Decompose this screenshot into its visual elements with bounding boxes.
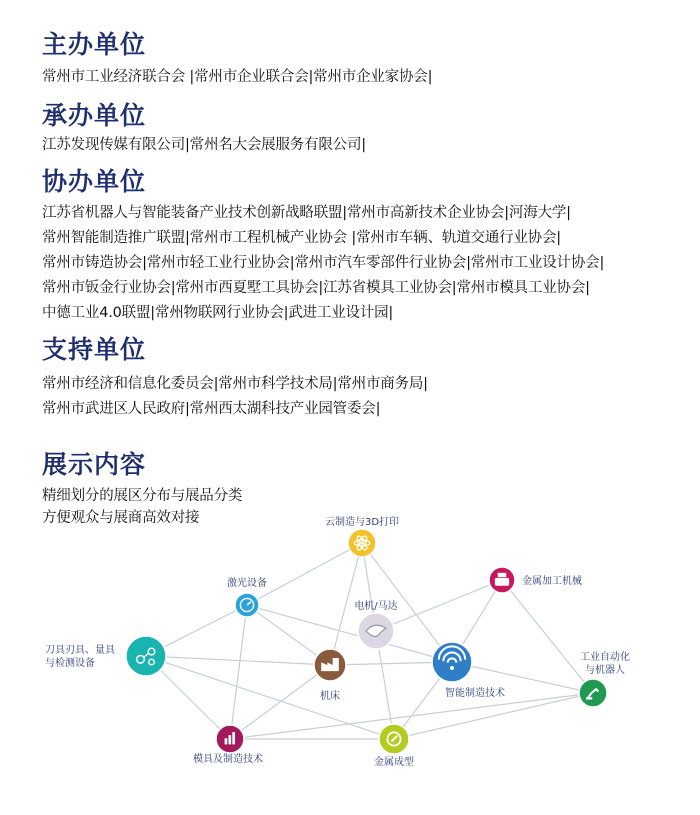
node-metalmach: [489, 567, 582, 593]
section-title-support: 支持单位: [42, 335, 147, 364]
node-machinetool: [314, 649, 346, 702]
edge-tools-forming: [146, 656, 394, 739]
co-organizer-line-1: 江苏省机器人与智能装备产业技术创新战略联盟|常州市高新技术企业协会|河海大学|: [42, 205, 571, 221]
node-mold: [193, 725, 263, 765]
node-motor: [354, 599, 397, 649]
node-label-automation: 工业自动化与机器人: [580, 652, 630, 676]
host-line-1: 常州市工业经济联合会 |常州市企业联合会|常州市企业家协会|: [42, 69, 433, 85]
section-title-co-organizer: 协办单位: [42, 167, 147, 196]
support-line-2: 常州市武进区人民政府|常州西太湖科技产业园管委会|: [42, 401, 381, 417]
organizer-line-1: 江苏发现传媒有限公司|常州名大会展服务有限公司|: [42, 137, 366, 153]
edge-laser-smart: [247, 605, 452, 662]
node-circle-smart: [432, 642, 472, 682]
network-nodes: [45, 515, 630, 768]
node-forming: [374, 724, 414, 768]
section-title-host: 主办单位: [42, 30, 147, 59]
section-title-organizer: 承办单位: [42, 101, 147, 130]
edge-laser-mold: [230, 605, 247, 739]
section-title-exhibits: 展示内容: [42, 450, 147, 479]
co-organizer-line-2: 常州智能制造推广联盟|常州市工程机械产业协会 |常州市车辆、轨道交通行业协会|: [42, 230, 561, 246]
node-laser: [227, 576, 267, 617]
node-cloud3d: [325, 515, 399, 557]
co-organizer-line-5: 中德工业4.0联盟|常州物联网行业协会|武进工业设计园|: [42, 305, 394, 321]
node-label-machinetool: 机床: [320, 691, 340, 702]
node-label-tools: 刀具刃具、量具与检测设备: [45, 645, 115, 669]
edge-tools-machinetool: [146, 656, 330, 665]
node-label-motor: 电机/马达: [354, 601, 398, 612]
exhibit-network-diagram: [0, 505, 700, 815]
node-label-laser: 激光设备: [227, 578, 267, 589]
node-label-forming: 金属成型: [374, 757, 414, 768]
node-label-metalmach: 金属加工机械: [522, 576, 582, 587]
node-tools: [45, 636, 166, 676]
edge-cloud3d-laser: [247, 543, 362, 605]
node-label-mold: 模具及制造技术: [193, 754, 263, 765]
edge-automation-mold: [230, 693, 593, 739]
node-smart: [432, 642, 505, 699]
node-automation: [579, 650, 630, 707]
exhibits-line-1: 精细划分的展区分布与展品分类: [42, 488, 243, 504]
support-line-1: 常州市经济和信息化委员会|常州市科学技术局|常州市商务局|: [42, 376, 428, 392]
co-organizer-line-4: 常州市钣金行业协会|常州市西夏墅工具协会|江苏省模具工业协会|常州市模具工业协会|: [42, 280, 590, 296]
exhibits-line-2: 方便观众与展商高效对接: [42, 510, 200, 526]
node-label-cloud3d: 云制造与3D打印: [324, 517, 400, 528]
node-label-smart: 智能制造技术: [445, 688, 505, 699]
co-organizer-line-3: 常州市铸造协会|常州市轻工业行业协会|常州市汽车零部件行业协会|常州市工业设计协会|: [42, 255, 605, 271]
